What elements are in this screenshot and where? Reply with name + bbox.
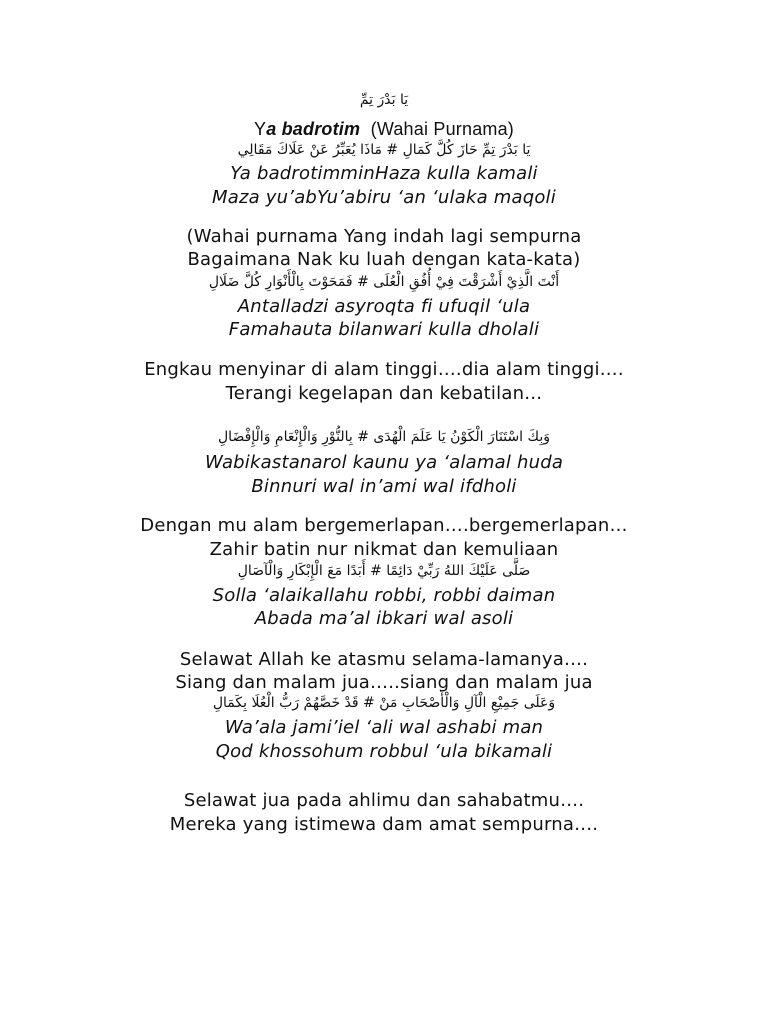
stanza-5-translit-line-2: Qod khossohum robbul ‘ula bikamali <box>215 741 553 762</box>
stanza-4-translation-line-1: Selawat Allah ke atasmu selama-lamanya…. <box>179 649 589 670</box>
stanza-2-translit-line-1: Antalladzi asyroqta fi ufuqil ‘ula <box>237 296 531 317</box>
stanza-5-translit-line-1: Wa’ala jami’iel ‘ali wal ashabi man <box>224 717 544 738</box>
stanza-3-translit-line-1: Wabikastanarol kaunu ya ‘alamal huda <box>204 452 564 473</box>
header-arabic: يَا بَدْرَ تِمِّ <box>359 92 409 108</box>
stanza-4-arabic: صَلَّى عَلَيْكَ اللهُ رَبِّيْ دَائِمًا # أَبَدًا مَعَ الْإِبْكَارِ وَالْآصَالِ <box>237 563 531 579</box>
stanza-3-translation-line-1: Dengan mu alam bergemerlapan….bergemerlapan… <box>140 515 628 536</box>
stanza-5-translation-line-1: Selawat jua pada ahlimu dan sahabatmu…. <box>183 790 585 811</box>
title-emphasis: a badrotim <box>266 119 361 139</box>
stanza-4-translit-line-2: Abada ma’al ibkari wal asoli <box>254 608 514 629</box>
title-prefix: Y <box>253 119 267 139</box>
stanza-2-translation-line-1: Engkau menyinar di alam tinggi….dia alam tinggi…. <box>144 359 624 380</box>
stanza-3-translit-line-2: Binnuri wal in’ami wal ifdholi <box>251 476 517 497</box>
title-suffix: (Wahai Purnama) <box>370 119 515 139</box>
stanza-1-translation-line-1: (Wahai purnama Yang indah lagi sempurna <box>186 226 582 247</box>
stanza-2-translation-line-2: Terangi kegelapan dan kebatilan… <box>225 383 543 404</box>
stanza-3-translation-line-2: Zahir batin nur nikmat dan kemuliaan <box>209 539 559 560</box>
stanza-2-translit-line-2: Famahauta bilanwari kulla dholali <box>228 319 540 340</box>
stanza-4-translit-line-1: Solla ‘alaikallahu robbi, robbi daiman <box>212 585 556 606</box>
stanza-4-translation-line-2: Siang dan malam jua…..siang dan malam jua <box>175 672 593 693</box>
page-title <box>0 118 768 140</box>
stanza-5-arabic: وَعَلَى جَمِيْعِ الْآلِ وَالْأَصْحَابِ مَنْ # قَدْ خَصَّهُمْ رَبُّ الْعُلَا بِكَمَالِ <box>212 695 556 711</box>
stanza-1-arabic: يَا بَدْرَ تِمِّ حَازَ كُلَّ كَمَالِ # مَاذَا يُعَبِّرُ عَنْ عَلَاكَ مَقَالِي <box>237 142 531 158</box>
stanza-1-translit-line-1: Ya badrotimminHaza kulla kamali <box>230 163 538 184</box>
stanza-2-arabic: أَنْتَ الَّذِيْ أَشْرَقْتَ فِيْ أُفُقِ الْعُلَى # فَمَحَوْتَ بِالْأَنْوَارِ كُلَّ ضَلَالِ <box>208 274 560 290</box>
stanza-3-arabic: وَبِكَ اسْتَنَارَ الْكَوْنُ يَا عَلَمَ الْهُدَى # بِالنُّوْرِ وَالْإِنْعَامِ وَالْإِفْضَالِ <box>218 429 550 445</box>
stanza-5-translation-line-2: Mereka yang istimewa dam amat sempurna…. <box>169 814 599 835</box>
stanza-1-translit-line-2: Maza yu’abYu’abiru ‘an ‘ulaka maqoli <box>212 187 556 208</box>
stanza-1-translation-line-2: Bagaimana Nak ku luah dengan kata-kata) <box>187 249 581 270</box>
